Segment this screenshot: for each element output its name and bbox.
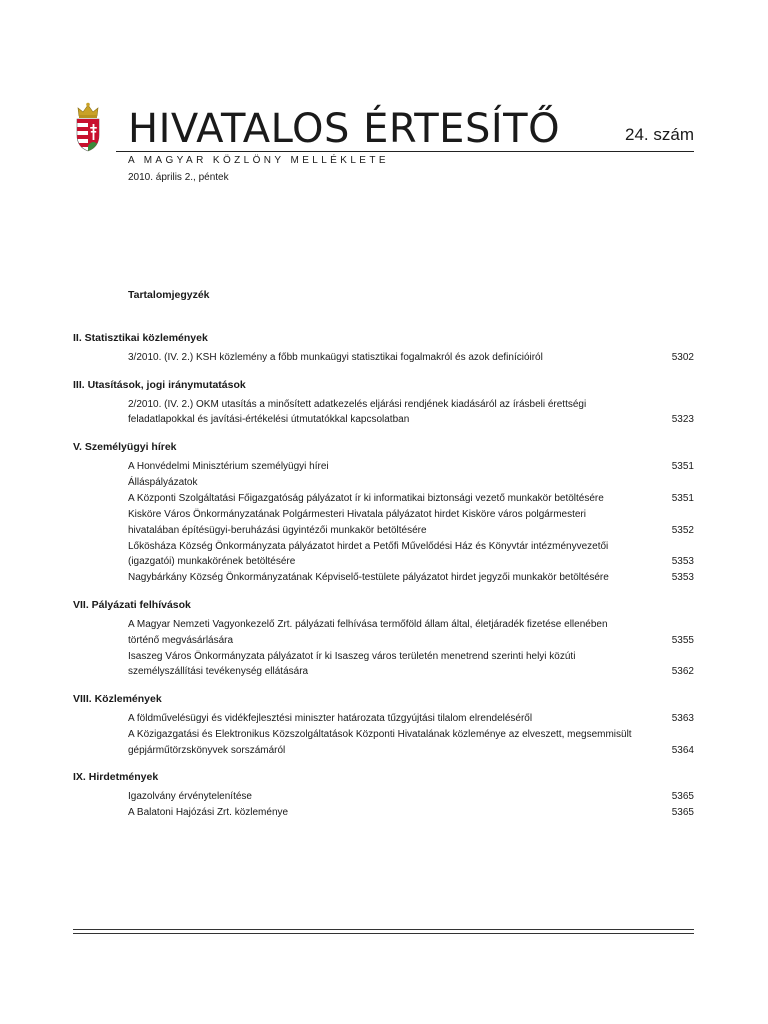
toc-section-title: III. Utasítások, jogi iránymutatások (73, 378, 246, 391)
toc-entry[interactable] (73, 727, 694, 758)
toc-entry-text: Nagybárkány Község Önkormányzatának Képviselő-testülete pályázatot hirdet jegyzői munkakör betöltésére (128, 572, 609, 584)
toc-entry-text: 3/2010. (IV. 2.) KSH közlemény a főbb munkaügyi statisztikai fogalmakról és azok definícióiról (128, 352, 543, 363)
toc-section-title: VII. Pályázati felhívások (73, 599, 191, 612)
publication-subtitle: A MAGYAR KÖZLÖNY MELLÉKLETE (128, 155, 389, 166)
toc-entry[interactable] (73, 711, 694, 727)
toc-entry-text: A földművelésügyi és vidékfejlesztési miniszter határozata tűzgyújtási tilalom elrendeléséről (128, 712, 533, 724)
toc-entry[interactable] (73, 539, 694, 570)
header-divider (116, 151, 694, 152)
publication-title: HIVATALOS ÉRTESÍTŐ (128, 106, 561, 152)
toc-entry[interactable] (73, 649, 694, 680)
toc-entry[interactable] (73, 805, 694, 821)
toc-section-title: IX. Hirdetmények (73, 771, 159, 784)
toc-entry-text: A Közigazgatási és Elektronikus Közszolgáltatások Központi Hivatalának közleménye az elveszett, megsemmisült gépjárműtörzskönyvek sorszámáról (128, 729, 632, 756)
toc-entry[interactable] (73, 507, 694, 538)
toc-entry-page-number: 5323 (671, 414, 694, 426)
toc-entry[interactable] (73, 491, 694, 507)
toc-entry-page-number: 5362 (671, 666, 694, 678)
toc-section-title: VIII. Közlemények (73, 692, 162, 705)
toc-entry-page-number: 5364 (671, 744, 694, 756)
toc-section (73, 770, 694, 821)
toc-entry-page-number: 5353 (671, 572, 694, 584)
issue-number: 24. szám (625, 125, 694, 144)
toc-heading: Tartalomjegyzék (128, 289, 210, 301)
toc-entry-page-number: 5353 (671, 556, 694, 568)
toc-entry-text: Kisköre Város Önkormányzatának Polgármesteri Hivatala pályázatot hirdet Kisköre város polgármesteri hivatalában építésügyi-beruházási ügyintézői munkakör betöltésére (128, 509, 586, 536)
toc-entry-text: Isaszeg Város Önkormányzata pályázatot ír ki Isaszeg város területén menetrend szerinti helyi közúti személyszállítási tevékenység ellátására (128, 650, 576, 678)
toc-entry-page-number: 5351 (671, 460, 694, 472)
toc-entry-page-number: 5365 (671, 807, 694, 819)
toc-section-title: II. Statisztikai közlemények (73, 332, 208, 344)
toc-entry-text: A Magyar Nemzeti Vagyonkezelő Zrt. pályázati felhívása termőföld állam által, életjáradék fizetése ellenében történő megvásárlására (128, 619, 608, 646)
toc-entry[interactable] (73, 475, 694, 491)
hungarian-coat-of-arms-icon (74, 102, 102, 152)
toc-entry[interactable] (73, 789, 694, 805)
toc-section (73, 692, 694, 758)
toc-entry[interactable] (73, 397, 694, 428)
toc-section (73, 598, 694, 680)
toc-entry-text: Lőkösháza Község Önkormányzata pályázatot hirdet a Petőfi Művelődési Ház és Könyvtár intézményvezetői (igazgatói) munkakörének betöltésére (128, 540, 609, 568)
toc-entry[interactable] (73, 459, 694, 475)
toc-entry-page-number: 5352 (671, 524, 694, 536)
toc-entry-text: Igazolvány érvénytelenítése (128, 791, 252, 803)
toc-entry-text: 2/2010. (IV. 2.) OKM utasítás a minősített adatkezelés eljárási rendjének kiadásáról az írásbeli érettségi feladatlapokkal és javítási-értékelési útmutatókkal kapcsolatban (128, 398, 587, 426)
toc-entry-text: A Balatoni Hajózási Zrt. közleménye (128, 807, 289, 819)
toc-section (73, 331, 694, 366)
toc-entry-text: A Központi Szolgáltatási Főigazgatóság pályázatot ír ki informatikai biztonsági vezető munkakör betöltésére (128, 492, 604, 504)
toc-entry-page-number: 5363 (671, 712, 694, 724)
table-of-contents (73, 331, 694, 833)
toc-section (73, 378, 694, 428)
toc-entry-page-number: 5355 (671, 634, 694, 646)
publication-date: 2010. április 2., péntek (128, 172, 229, 183)
toc-entry-page-number: 5365 (671, 791, 694, 803)
toc-section (73, 440, 694, 586)
toc-entry[interactable] (73, 617, 694, 648)
toc-entry-page-number: 5302 (671, 352, 694, 363)
toc-entry[interactable] (73, 570, 694, 586)
toc-section-title: V. Személyügyi hírek (73, 440, 177, 453)
toc-entry-text: Álláspályázatok (128, 476, 198, 488)
footer-double-rule (73, 929, 694, 934)
toc-entry-page-number: 5351 (671, 492, 694, 504)
toc-entry[interactable] (73, 350, 694, 366)
toc-entry-text: A Honvédelmi Minisztérium személyügyi hírei (128, 460, 329, 472)
